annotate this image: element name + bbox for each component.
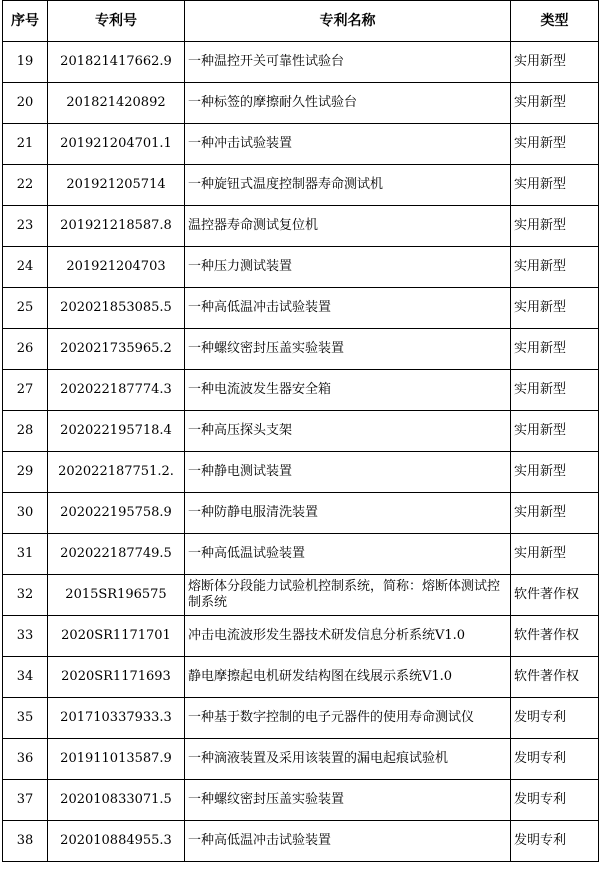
cell-index: 38	[3, 821, 48, 862]
table-row	[3, 411, 599, 452]
cell-patent-no: 2020SR1171701	[48, 616, 185, 657]
cell-patent-name: 一种温控开关可靠性试验台	[185, 42, 511, 83]
cell-patent-no: 201821417662.9	[48, 42, 185, 83]
cell-type: 实用新型	[511, 42, 599, 83]
table-row	[3, 739, 599, 780]
cell-patent-name: 一种高低温试验装置	[185, 534, 511, 575]
cell-type: 实用新型	[511, 247, 599, 288]
table-row	[3, 575, 599, 616]
cell-type: 实用新型	[511, 124, 599, 165]
cell-index: 25	[3, 288, 48, 329]
cell-type: 实用新型	[511, 411, 599, 452]
cell-index: 29	[3, 452, 48, 493]
cell-type: 实用新型	[511, 370, 599, 411]
cell-patent-name: 一种高压探头支架	[185, 411, 511, 452]
cell-type: 软件著作权	[511, 657, 599, 698]
cell-patent-name: 一种高低温冲击试验装置	[185, 821, 511, 862]
cell-type: 实用新型	[511, 206, 599, 247]
cell-patent-name: 一种防静电服清洗装置	[185, 493, 511, 534]
cell-index: 27	[3, 370, 48, 411]
cell-patent-name: 温控器寿命测试复位机	[185, 206, 511, 247]
cell-index: 36	[3, 739, 48, 780]
cell-index: 28	[3, 411, 48, 452]
header-patent-name: 专利名称	[185, 1, 511, 42]
cell-index: 23	[3, 206, 48, 247]
cell-type: 实用新型	[511, 165, 599, 206]
cell-patent-no: 201821420892	[48, 83, 185, 124]
header-patent-no: 专利号	[48, 1, 185, 42]
table-row	[3, 165, 599, 206]
cell-patent-no: 202022187751.2.	[48, 452, 185, 493]
cell-patent-name: 静电摩擦起电机研发结构图在线展示系统V1.0	[185, 657, 511, 698]
patent-table	[2, 0, 599, 862]
table-header-row	[3, 1, 599, 42]
cell-patent-name: 冲击电流波形发生器技术研发信息分析系统V1.0	[185, 616, 511, 657]
header-type: 类型	[511, 1, 599, 42]
table-row	[3, 657, 599, 698]
cell-index: 26	[3, 329, 48, 370]
cell-patent-no: 201921205714	[48, 165, 185, 206]
cell-index: 33	[3, 616, 48, 657]
cell-index: 22	[3, 165, 48, 206]
cell-patent-no: 201921204703	[48, 247, 185, 288]
cell-patent-no: 202010833071.5	[48, 780, 185, 821]
table-row	[3, 329, 599, 370]
table-row	[3, 493, 599, 534]
table-row	[3, 534, 599, 575]
cell-index: 30	[3, 493, 48, 534]
cell-patent-no: 201921218587.8	[48, 206, 185, 247]
cell-type: 发明专利	[511, 821, 599, 862]
header-index: 序号	[3, 1, 48, 42]
table-row	[3, 780, 599, 821]
cell-patent-no: 202010884955.3	[48, 821, 185, 862]
cell-patent-name: 一种螺纹密封压盖实验装置	[185, 329, 511, 370]
cell-patent-no: 202021853085.5	[48, 288, 185, 329]
cell-patent-no: 202022187749.5	[48, 534, 185, 575]
table-row	[3, 452, 599, 493]
cell-type: 实用新型	[511, 493, 599, 534]
cell-type: 软件著作权	[511, 616, 599, 657]
cell-type: 发明专利	[511, 698, 599, 739]
cell-index: 19	[3, 42, 48, 83]
table-row	[3, 124, 599, 165]
cell-patent-name: 一种基于数字控制的电子元器件的使用寿命测试仪	[185, 698, 511, 739]
cell-patent-name: 一种冲击试验装置	[185, 124, 511, 165]
cell-index: 20	[3, 83, 48, 124]
cell-patent-name: 熔断体分段能力试验机控制系统，简称：熔断体测试控制系统	[185, 575, 511, 616]
cell-index: 34	[3, 657, 48, 698]
cell-patent-name: 一种旋钮式温度控制器寿命测试机	[185, 165, 511, 206]
cell-index: 32	[3, 575, 48, 616]
cell-patent-name: 一种螺纹密封压盖实验装置	[185, 780, 511, 821]
table-row	[3, 616, 599, 657]
cell-patent-no: 201921204701.1	[48, 124, 185, 165]
table-row	[3, 247, 599, 288]
table-row	[3, 288, 599, 329]
cell-patent-no: 2015SR196575	[48, 575, 185, 616]
table-row	[3, 698, 599, 739]
cell-patent-name: 一种静电测试装置	[185, 452, 511, 493]
table-row	[3, 821, 599, 862]
cell-type: 实用新型	[511, 83, 599, 124]
cell-patent-name: 一种高低温冲击试验装置	[185, 288, 511, 329]
cell-type: 实用新型	[511, 329, 599, 370]
table-row	[3, 83, 599, 124]
cell-index: 37	[3, 780, 48, 821]
cell-patent-name: 一种滴液装置及采用该装置的漏电起痕试验机	[185, 739, 511, 780]
table-row	[3, 370, 599, 411]
cell-index: 35	[3, 698, 48, 739]
cell-patent-no: 202022187774.3	[48, 370, 185, 411]
cell-type: 实用新型	[511, 288, 599, 329]
table-row	[3, 42, 599, 83]
cell-patent-no: 201911013587.9	[48, 739, 185, 780]
cell-patent-name: 一种电流波发生器安全箱	[185, 370, 511, 411]
cell-index: 24	[3, 247, 48, 288]
table-row	[3, 206, 599, 247]
cell-index: 21	[3, 124, 48, 165]
cell-type: 软件著作权	[511, 575, 599, 616]
cell-patent-no: 202021735965.2	[48, 329, 185, 370]
cell-type: 实用新型	[511, 452, 599, 493]
cell-type: 实用新型	[511, 534, 599, 575]
cell-patent-name: 一种压力测试装置	[185, 247, 511, 288]
cell-patent-no: 202022195758.9	[48, 493, 185, 534]
cell-type: 发明专利	[511, 780, 599, 821]
cell-patent-no: 2020SR1171693	[48, 657, 185, 698]
cell-patent-no: 202022195718.4	[48, 411, 185, 452]
cell-patent-no: 201710337933.3	[48, 698, 185, 739]
cell-index: 31	[3, 534, 48, 575]
cell-patent-name: 一种标签的摩擦耐久性试验台	[185, 83, 511, 124]
cell-type: 发明专利	[511, 739, 599, 780]
table-body	[3, 42, 599, 862]
